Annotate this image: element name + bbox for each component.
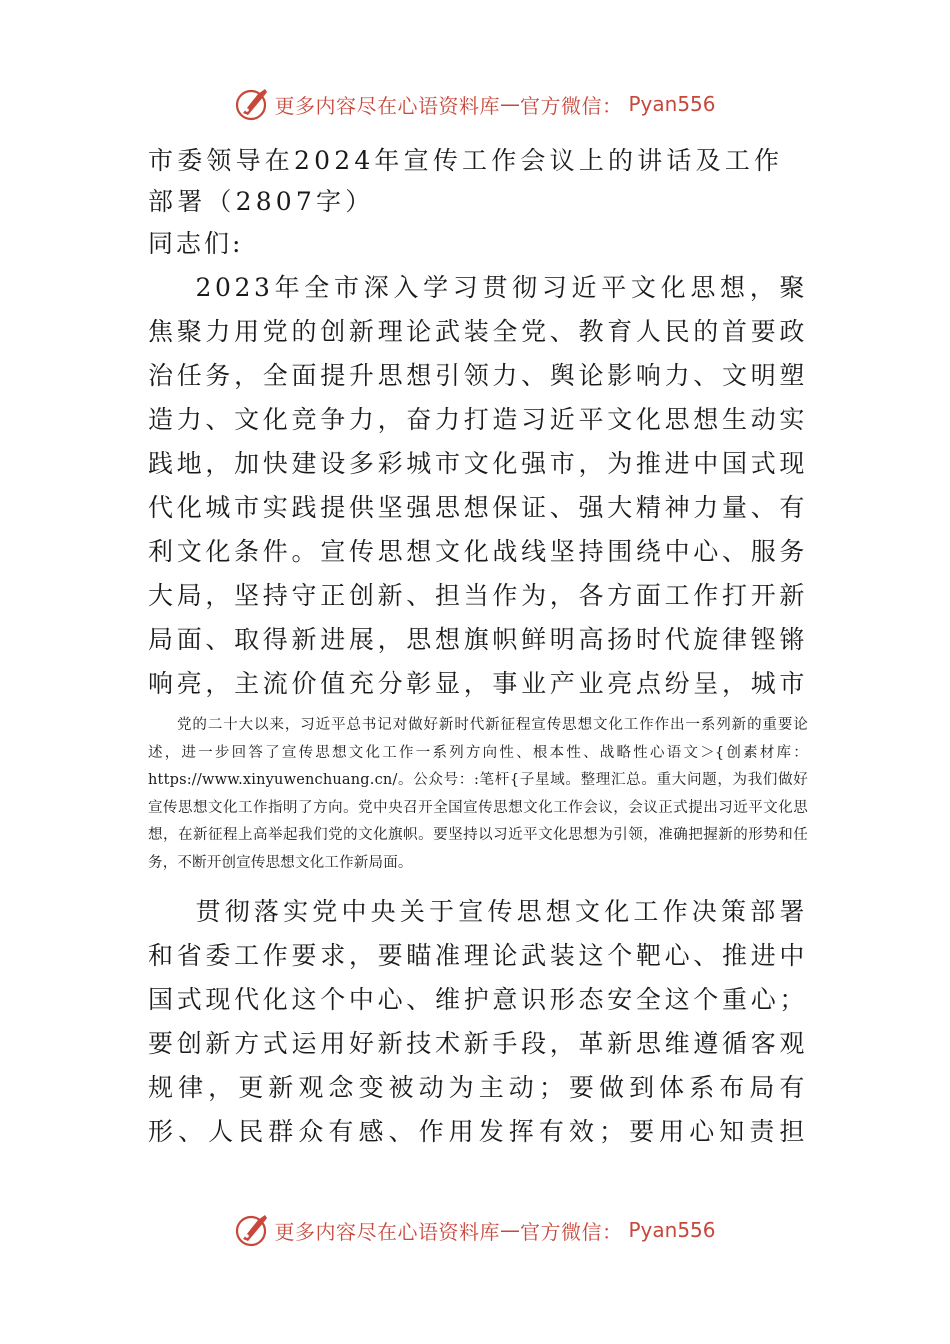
body-paragraph: 2023年全市深入学习贯彻习近平文化思想，聚焦聚力用党的创新理论武装全党、教育人民的首要政治任务，全面提升思想引领力、舆论影响力、文明塑造力、文化竞争力，奋力打造习近平文化思想生动实践地，加快建设多彩城市文化强市，为推进中国式现代化城市实践提供坚强思想保证、强大精神力量、有利文化条件。宣传思想文化战线坚持围绕中心、服务大局，坚持守正创新、担当作为，各方面工作打开新局面、取得新进展，思想旗帜鲜明高扬时代旋律铿锵响亮，主流价值充分彰显，事业产业亮点纷呈，城市 (148, 273, 808, 698)
watermark-suffix: 官方微信： (519, 1219, 623, 1244)
watermark-text: 更多内容尽在心语资料库 (274, 1219, 500, 1244)
salutation: 同志们: (148, 229, 244, 258)
pen-nib-logo-icon (234, 86, 270, 122)
watermark-dash: — (499, 1218, 520, 1242)
watermark-dash: — (499, 92, 520, 116)
body-paragraph: 贯彻落实党中央关于宣传思想文化工作决策部署和省委工作要求，要瞄准理论武装这个靶心、推进中国式现代化这个中心、维护意识形态安全这个重心；要创新方式运用好新技术新手段，革新思维遵循客观规律，更新观念变被动为主动；要做到体系布局有形、人民群众有感、作用发挥有效；要用心知责担 (148, 897, 808, 1146)
watermark-handle: Pyan556 (628, 92, 716, 116)
watermark-handle: Pyan556 (628, 1218, 716, 1242)
watermark-text: 更多内容尽在心语资料库 (274, 93, 500, 118)
document-body (148, 140, 808, 1160)
watermark-header (0, 84, 950, 124)
body-paragraph-small: 党的二十大以来，习近平总书记对做好新时代新征程宣传思想文化工作作出一系列新的重要论述，进一步回答了宣传思想文化工作一系列方向性、根本性、战略性心语文＞{创素材库：https://www.xinyuwenchuang.cn/。公众号：:笔杆{子星域。整理汇总。重大问题，为我们做好宣传思想文化工作指明了方向。党中央召开全国宣传思想文化工作会议，会议正式提出习近平文化思想，在新征程上高举起我们党的文化旗帜。要坚持以习近平文化思想为引领，准确把握新的形势和任务，不断开创宣传思想文化工作新局面。 (148, 717, 808, 871)
watermark-suffix: 官方微信： (519, 93, 623, 118)
document-title: 市委领导在2024年宣传工作会议上的讲话及工作部署（2807字） (148, 146, 784, 216)
watermark-footer (0, 1210, 950, 1250)
pen-nib-logo-icon (234, 1212, 270, 1248)
